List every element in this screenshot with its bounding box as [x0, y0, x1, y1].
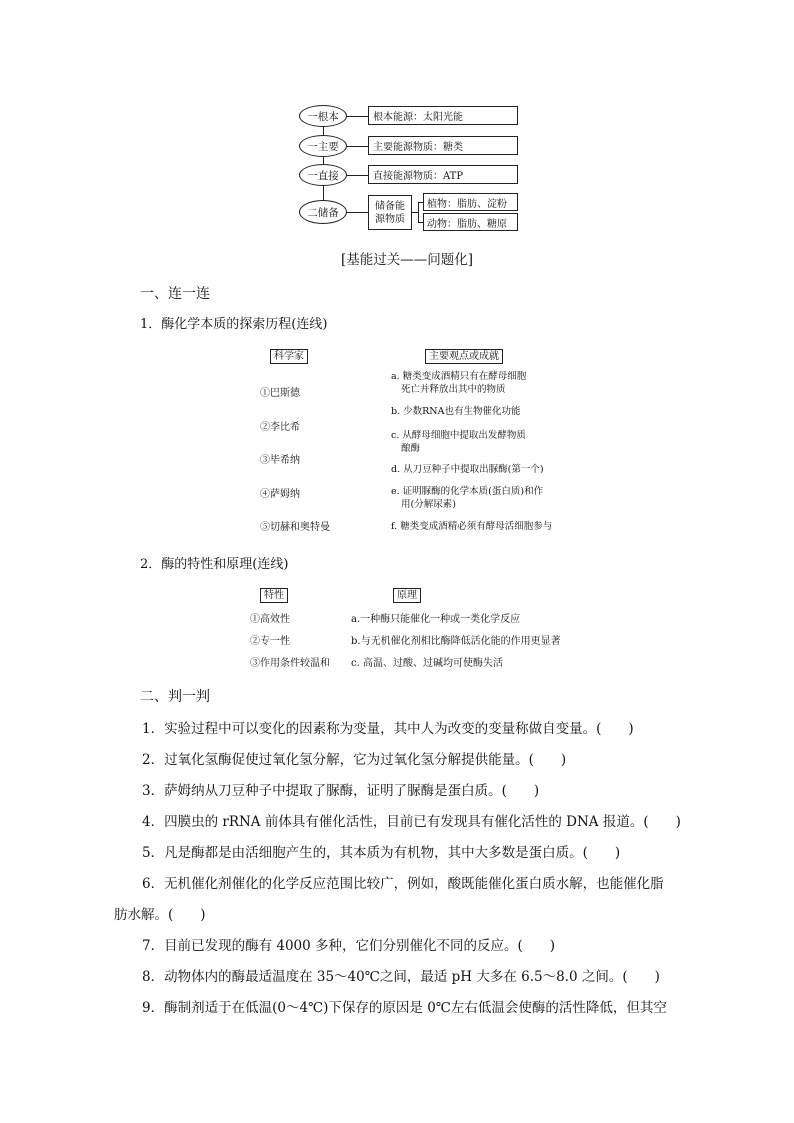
view-e-2: 用(分解尿素)	[401, 499, 456, 510]
diagram-box-direct: 直接能源物质：ATP	[368, 165, 518, 184]
scientist-3: ③毕希纳	[260, 455, 300, 466]
diagram-box-reserve	[368, 195, 412, 230]
diagram-oval-reserve: 二储备	[299, 200, 347, 224]
judge-item-7: 7．目前已发现的酶有 4000 多种，它们分别催化不同的反应。( )	[142, 938, 556, 954]
judge-item-9: 9．酶制剂适于在低温(0～4℃)下保存的原因是 0℃左右低温会使酶的活性降低，但其空	[142, 1000, 667, 1016]
judge-item-8: 8．动物体内的酶最适温度在 35～40℃之间，最适 pH 大多在 6.5～8.0 之间。( )	[142, 969, 660, 985]
view-a-2: 死亡并释放出其中的物质	[401, 384, 506, 395]
principle-a: a.一种酶只能催化一种或一类化学反应	[351, 614, 521, 625]
part2-heading: 二、判一判	[140, 689, 210, 705]
view-a-1: a. 糖类变成酒精只有在酵母细胞	[391, 371, 527, 382]
diagram-box-main: 主要能源物质：糖类	[368, 136, 518, 155]
q1-col-views: 主要观点或成就	[425, 349, 503, 364]
view-c-2: 酿酶	[401, 443, 421, 454]
diagram-box-root: 根本能源：太阳光能	[368, 106, 518, 125]
scientist-4: ④萨姆纳	[260, 489, 300, 500]
scientist-1: ①巴斯德	[260, 388, 300, 399]
diagram-oval-direct: 一直接	[299, 164, 347, 186]
view-b: b. 少数RNA也有生物催化功能	[391, 406, 521, 417]
view-c-1: c. 从酵母细胞中提取出发酵物质	[391, 430, 526, 441]
view-d: d. 从刀豆种子中提取出脲酶(第一个)	[391, 464, 544, 475]
trait-1: ①高效性	[250, 614, 290, 625]
principle-c: c. 高温、过酸、过碱均可使酶失活	[351, 658, 503, 669]
trait-2: ②专一性	[250, 636, 290, 647]
diagram-box-plant: 植物：脂肪、淀粉	[423, 193, 518, 211]
principle-b: b.与无机催化剂相比酶降低活化能的作用更显著	[351, 636, 561, 647]
q1-title: 1．酶化学本质的探索历程(连线)	[140, 317, 328, 332]
judge-item-1: 1．实验过程中可以变化的因素称为变量，其中人为改变的变量称做自变量。( )	[142, 721, 634, 737]
diagram-oval-main: 一主要	[299, 135, 347, 157]
section-title: [基能过关——问题化]	[341, 252, 474, 268]
trait-3: ③作用条件较温和	[250, 658, 330, 669]
scientist-5: ⑤切赫和奥特曼	[260, 522, 330, 533]
scientist-2: ②李比希	[260, 422, 300, 433]
view-f: f. 糖类变成酒精必须有酵母活细胞参与	[391, 521, 553, 532]
part1-heading: 一、连一连	[140, 286, 210, 302]
view-e-1: e. 证明脲酶的化学本质(蛋白质)和作	[391, 486, 544, 497]
q2-col-trait: 特性	[260, 588, 288, 603]
diagram-oval-root: 一根本	[299, 105, 347, 127]
reserve-label-line1: 储备能	[375, 200, 405, 212]
judge-item-6-cont: 肪水解。( )	[114, 907, 206, 923]
q2-col-principle: 原理	[393, 588, 421, 603]
diagram-box-animal: 动物：脂肪、糖原	[423, 213, 518, 231]
judge-item-3: 3．萨姆纳从刀豆种子中提取了脲酶，证明了脲酶是蛋白质。( )	[142, 783, 540, 799]
judge-item-6: 6．无机催化剂催化的化学反应范围比较广，例如，酸既能催化蛋白质水解，也能催化脂	[142, 876, 664, 892]
judge-item-5: 5．凡是酶都是由活细胞产生的，其本质为有机物，其中大多数是蛋白质。( )	[142, 845, 621, 861]
q1-col-scientist: 科学家	[270, 349, 308, 364]
judge-item-4: 4．四膜虫的 rRNA 前体具有催化活性，目前已有发现具有催化活性的 DNA 报道。( )	[142, 814, 681, 830]
judge-item-2: 2．过氧化氢酶促使过氧化氢分解，它为过氧化氢分解提供能量。( )	[142, 752, 567, 768]
q2-title: 2．酶的特性和原理(连线)	[140, 557, 289, 572]
reserve-label-line2: 源物质	[375, 213, 405, 225]
